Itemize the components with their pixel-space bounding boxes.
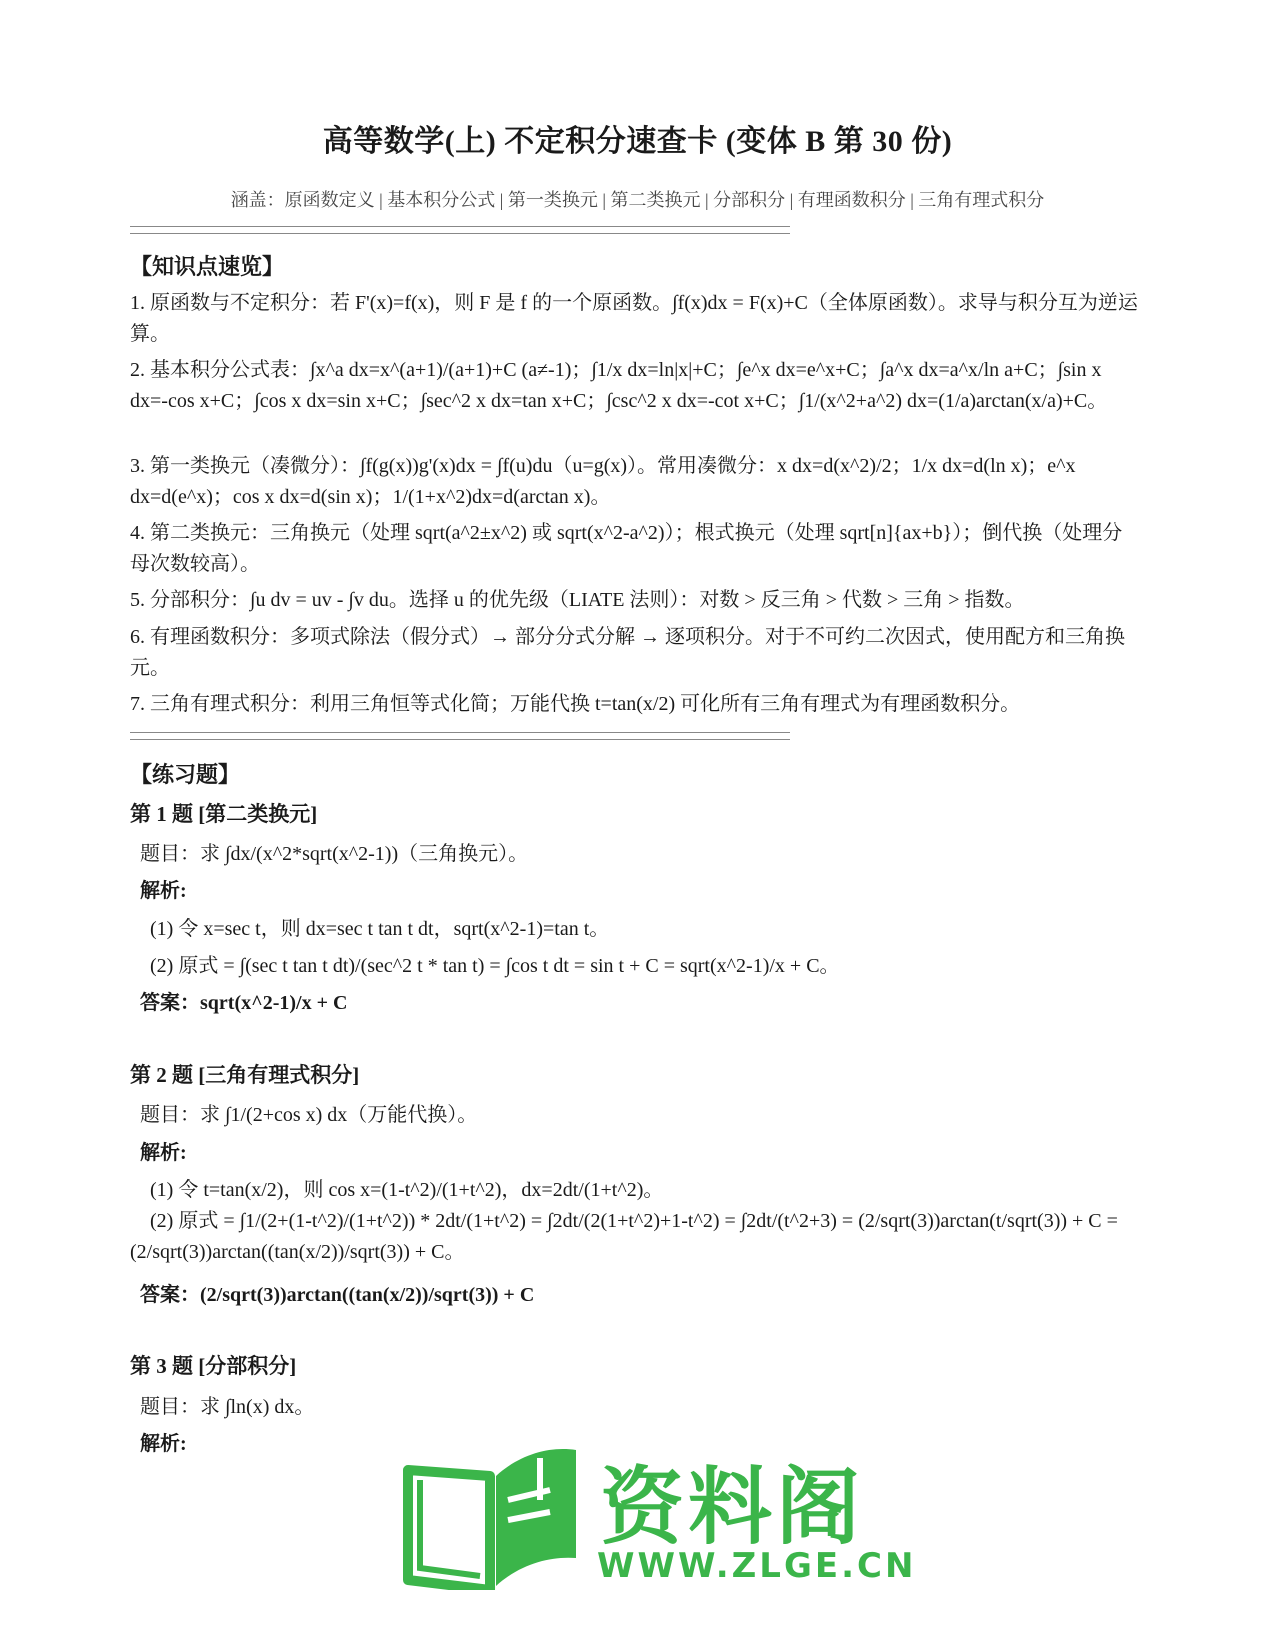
answer: 答案：(2/sqrt(3))arctan((tan(x/2))/sqrt(3)) + C (140, 1284, 535, 1306)
problem-question: 题目：求 ∫dx/(x^2*sqrt(x^2-1))（三角换元）。 (140, 843, 529, 865)
knowledge-item: 2. 基本积分公式表：∫x^a dx=x^(a+1)/(a+1)+C (a≠-1)；∫1/x dx=ln|x|+C；∫e^x dx=e^x+C；∫a^x dx=a^x/ln a+C；∫sin x dx=-cos x+C；∫cos x dx=sin x+C；∫sec^2 x dx=tan x+C；∫csc^2 x dx=-cot x+C；∫1/(x^2+a^2) dx=(1/a)arctan(x/a)+C。 (130, 359, 1108, 412)
solution-step: (1) 令 x=sec t，则 dx=sec t tan t dt，sqrt(x^2-1)=tan t。 (150, 918, 610, 940)
solution-step: (2) 原式 = ∫1/(2+(1-t^2)/(1+t^2)) * 2dt/(1+t^2) = ∫2dt/(2(1+t^2)+1-t^2) = ∫2dt/(t^2+3) = (2/sqrt(3))arctan(t/sqrt(3)) + C = (2/sqrt(3))arctan((tan(x/2))/sqrt(3)) + C。 (130, 1210, 1118, 1263)
watermark-logo (400, 1440, 917, 1590)
knowledge-item: 1. 原函数与不定积分：若 F'(x)=f(x)，则 F 是 f 的一个原函数。∫f(x)dx = F(x)+C（全体原函数）。求导与积分互为逆运算。 (130, 292, 1138, 345)
watermark-text-cn: 资料阁 (600, 1458, 865, 1556)
analysis-label: 解析: (140, 880, 187, 902)
knowledge-item: 4. 第二类换元：三角换元（处理 sqrt(a^2±x^2) 或 sqrt(x^2-a^2)）；根式换元（处理 sqrt[n]{ax+b}）；倒代换（处理分母次数较高）。 (130, 522, 1123, 575)
page-title: 高等数学(上) 不定积分速查卡 (变体 B 第 30 份) (322, 125, 953, 158)
problem-title: 第 3 题 [分部积分] (130, 1354, 297, 1378)
problem-question: 题目：求 ∫ln(x) dx。 (140, 1396, 315, 1418)
open-book-icon (400, 1440, 590, 1590)
analysis-label: 解析: (140, 1433, 187, 1455)
knowledge-item: 3. 第一类换元（凑微分）：∫f(g(x))g'(x)dx = ∫f(u)du（u=g(x)）。常用凑微分：x dx=d(x^2)/2；1/x dx=d(ln x)；e^x dx=d(e^x)；cos x dx=d(sin x)；1/(1+x^2)dx=d(arctan x)。 (130, 455, 1076, 508)
knowledge-heading: 【知识点速览】 (130, 254, 285, 279)
divider (130, 226, 790, 234)
page-subtitle: 涵盖：原函数定义 | 基本积分公式 | 第一类换元 | 第二类换元 | 分部积分 | 有理函数积分 | 三角有理式积分 (230, 190, 1045, 210)
practice-heading: 【练习题】 (130, 762, 241, 787)
problem-title: 第 1 题 [第二类换元] (130, 802, 318, 826)
divider (130, 732, 790, 740)
problem-title: 第 2 题 [三角有理式积分] (130, 1063, 360, 1087)
knowledge-item: 5. 分部积分：∫u dv = uv - ∫v du。选择 u 的优先级（LIATE 法则）：对数 > 反三角 > 代数 > 三角 > 指数。 (130, 589, 1025, 611)
knowledge-item: 7. 三角有理式积分：利用三角恒等式化简；万能代换 t=tan(x/2) 可化所有三角有理式为有理函数积分。 (130, 693, 1021, 715)
knowledge-item: 6. 有理函数积分：多项式除法（假分式）→ 部分分式分解 → 逐项积分。对于不可约二次因式，使用配方和三角换元。 (130, 626, 1125, 679)
answer: 答案：sqrt(x^2-1)/x + C (140, 992, 348, 1014)
solution-step: (1) 令 t=tan(x/2)，则 cos x=(1-t^2)/(1+t^2)，dx=2dt/(1+t^2)。 (150, 1179, 664, 1201)
solution-step: (2) 原式 = ∫(sec t tan t dt)/(sec^2 t * tan t) = ∫cos t dt = sin t + C = sqrt(x^2-1)/x + C。 (150, 955, 840, 977)
problem-question: 题目：求 ∫1/(2+cos x) dx（万能代换）。 (140, 1104, 478, 1126)
watermark-text-en: WWW.ZLGE.CN (597, 1546, 917, 1586)
analysis-label: 解析: (140, 1142, 187, 1164)
